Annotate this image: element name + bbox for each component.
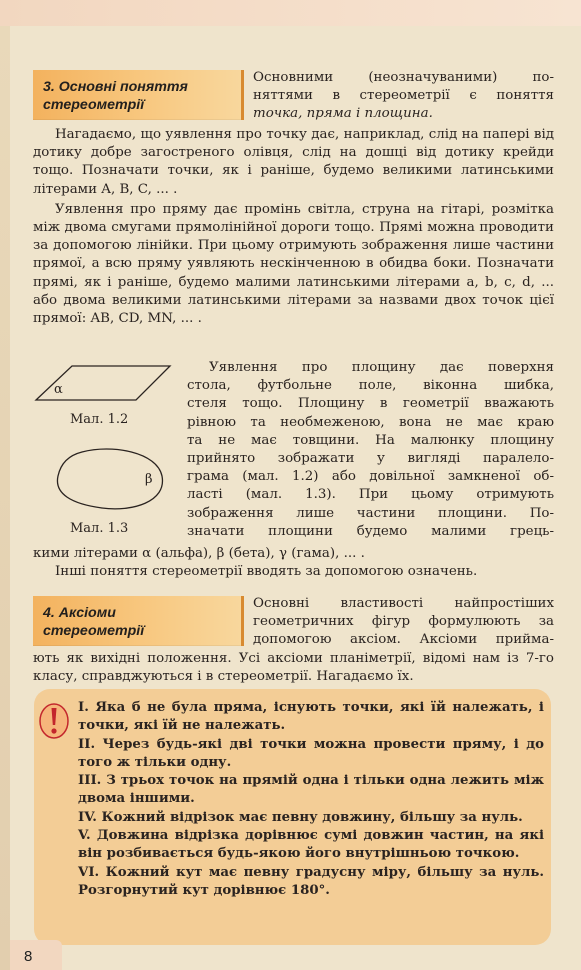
page-number-tab [10, 940, 62, 970]
parallelogram-figure [30, 364, 180, 408]
axiom-item: III. З трьох точок на прямій одна і тільки одна лежить між двома іншими. [78, 773, 544, 807]
axiom-item: IV. Кожний відрізок має певну довжину, більшу за нуль. [78, 809, 523, 825]
intro-line: Основні властивості найпростіших [253, 596, 554, 611]
axiom-list [78, 699, 544, 900]
section-4-paragraph: ють як вихідні положення. Усі аксіоми планіметрії, відомі нам із 7-го класу, справджуються і в стереометрії. Нагадаємо їх. [33, 651, 554, 685]
plane-line: та не має товщини. На малюнку площину [187, 432, 554, 448]
section-3-title [43, 78, 188, 114]
section-4-title [43, 604, 144, 640]
section-3-intro [253, 69, 554, 124]
plane-line: грама (мал. 1.2) або довільної замкненої об- [187, 469, 554, 485]
page-number: 8 [24, 948, 33, 965]
plane-line: зображення лише частини площини. По- [187, 505, 554, 521]
section-4-body [33, 650, 554, 686]
axiom-item: VI. Кожний кут має певну градусну міру, більшу за нуль. Розгорнутий кут дорівнює 180°. [78, 864, 544, 898]
section-4-title-line1: 4. Аксіоми [43, 605, 116, 621]
section-3-body [33, 126, 554, 328]
intro-line-concepts: точка, пряма і площина. [253, 106, 433, 122]
plane-line: значати площини будемо малими грець- [187, 523, 554, 539]
exclamation-icon [38, 700, 70, 740]
axiom-item: V. Довжина відрізка дорівнює сумі довжин частин, на які він розбивається будь-якою його внутрішньою точкою. [78, 828, 544, 862]
plane-line: прийнято зображати у вигляді паралело- [187, 451, 554, 467]
plane-line: стола, футбольне поле, віконна шибка, [187, 378, 554, 394]
exclamation-dot [51, 728, 56, 733]
plane-beta-label: β [145, 472, 153, 487]
paragraph-line: Уявлення про пряму дає промінь світла, струна на гітарі, розмітка між двома смугами прямолінійної дороги тощо. Прямі можна проводити за допомогою лінійки. При цьому отримують зображення лише частини прямої, а всю пряму уявляють нескінченною в обидва боки. Позначати прямі, як і раніше, будемо малими латинськими літерами a, b, c, d, ... або двома великими латинськими літерами за назвами двох точок цієї прямої: AB, CD, MN, ... . [33, 201, 554, 327]
plane-line: рівною та необмеженою, вона не має краю [187, 414, 554, 430]
intro-line: Основними (неозначуваними) по- [253, 70, 554, 85]
intro-line: геометричних фігур формулюють за [253, 614, 554, 630]
top-band [0, 0, 581, 26]
plane-paragraph [187, 359, 554, 541]
paragraph-point: Нагадаємо, що уявлення про точку дає, наприклад, слід на папері від дотику добре загостреного олівця, слід на дошці від дотику крейди тощо. Позначати точки, як і раніше, будемо великими латинськими літерами A, B, C, ... . [33, 127, 554, 197]
section-4-heading-box [33, 596, 244, 646]
axiom-item: II. Через будь-які дві точки можна провести пряму, і до того ж тільки одну. [78, 736, 544, 770]
axiom-item: I. Яка б не була пряма, існують точки, які їй належать, і точки, які їй не належать. [78, 700, 544, 734]
section-4-title-line2: стереометрії [43, 623, 145, 639]
other-concepts-line: Інші поняття стереометрії вводять за допомогою означень. [55, 564, 478, 580]
section-3-heading-box [33, 70, 244, 120]
intro-line: допомогою аксіом. Аксіоми прийма- [253, 632, 554, 648]
section-4-intro [253, 595, 554, 650]
figure-1-2-caption: Мал. 1.2 [70, 412, 129, 427]
plane-line: стеля тощо. Площину в геометрії вважають [187, 396, 554, 412]
intro-line: няттями в стереометрії є поняття [253, 88, 554, 104]
section-3-ending [33, 545, 554, 581]
section-3-title-line1: 3. Основні поняття [43, 79, 188, 95]
plane-last-line: кими літерами α (альфа), β (бета), γ (гама), ... . [33, 546, 365, 561]
plane-line: Уявлення про площину дає поверхня [209, 360, 554, 375]
section-3-title-line2: стереометрії [43, 97, 145, 113]
figure-1-3-caption: Мал. 1.3 [70, 521, 129, 536]
plane-alpha-label: α [54, 382, 63, 397]
side-strip [0, 26, 10, 970]
plane-line: ласті (мал. 1.3). При цьому отримують [187, 487, 554, 503]
